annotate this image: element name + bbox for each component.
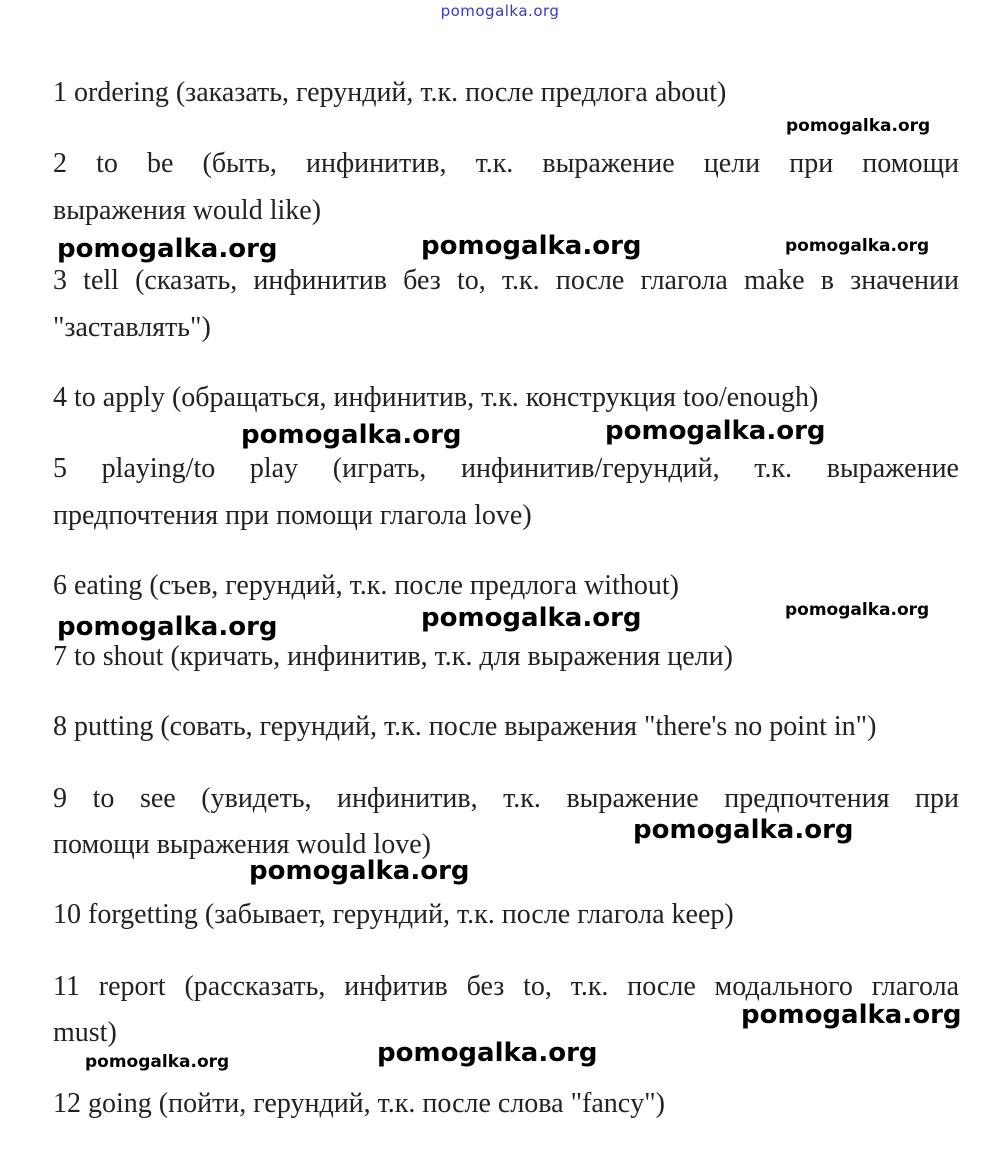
watermark-3: pomogalka.org — [421, 231, 642, 261]
watermark-7: pomogalka.org — [785, 600, 930, 620]
answer-2-line-2: выражения would like) — [53, 195, 322, 226]
watermark-10: pomogalka.org — [633, 815, 854, 845]
answer-6-line-1: 6 eating (съев, герундий, т.к. после предлога without) — [53, 570, 679, 601]
watermark-9: pomogalka.org — [421, 603, 642, 633]
answer-11-line-1: 11 report (рассказать, инфитив без to, т.к. после модального глагола — [53, 971, 959, 1002]
answer-2-line-1: 2 to be (быть, инфинитив, т.к. выражение цели при помощи — [53, 148, 959, 179]
answer-3-line-1: 3 tell (сказать, инфинитив без to, т.к. после глагола make в значении — [53, 265, 959, 296]
watermark-4: pomogalka.org — [785, 236, 930, 256]
watermark-6: pomogalka.org — [605, 416, 826, 446]
answer-5-line-2: предпочтения при помощи глагола love) — [53, 500, 532, 531]
answer-8-line-1: 8 putting (совать, герундий, т.к. после выражения "there's no point in") — [53, 711, 877, 742]
watermark-11: pomogalka.org — [249, 856, 470, 886]
answer-7-line-1: 7 to shout (кричать, инфинитив, т.к. для выражения цели) — [53, 641, 733, 672]
answer-12-line-1: 12 going (пойти, герундий, т.к. после слова "fancy") — [53, 1088, 665, 1119]
answer-5-line-1: 5 playing/to play (играть, инфинитив/герундий, т.к. выражение — [53, 453, 959, 484]
answer-4-line-1: 4 to apply (обращаться, инфинитив, т.к. конструкция too/enough) — [53, 382, 819, 413]
watermark-13: pomogalka.org — [85, 1052, 230, 1072]
watermark-5: pomogalka.org — [241, 420, 462, 450]
watermark-12: pomogalka.org — [741, 1000, 962, 1030]
header-watermark: pomogalka.org — [440, 2, 560, 20]
watermark-2: pomogalka.org — [57, 234, 278, 264]
answer-9-line-2: помощи выражения would love) — [53, 829, 431, 860]
answer-3-line-2: "заставлять") — [53, 312, 211, 343]
answer-11-line-2: must) — [53, 1017, 117, 1048]
watermark-8: pomogalka.org — [57, 612, 278, 642]
answer-9-line-1: 9 to see (увидеть, инфинитив, т.к. выражение предпочтения при — [53, 783, 959, 814]
watermark-14: pomogalka.org — [377, 1038, 598, 1068]
answer-1-line-1: 1 ordering (заказать, герундий, т.к. после предлога about) — [53, 77, 727, 108]
answer-10-line-1: 10 forgetting (забывает, герундий, т.к. после глагола keep) — [53, 899, 734, 930]
watermark-1: pomogalka.org — [786, 116, 931, 136]
